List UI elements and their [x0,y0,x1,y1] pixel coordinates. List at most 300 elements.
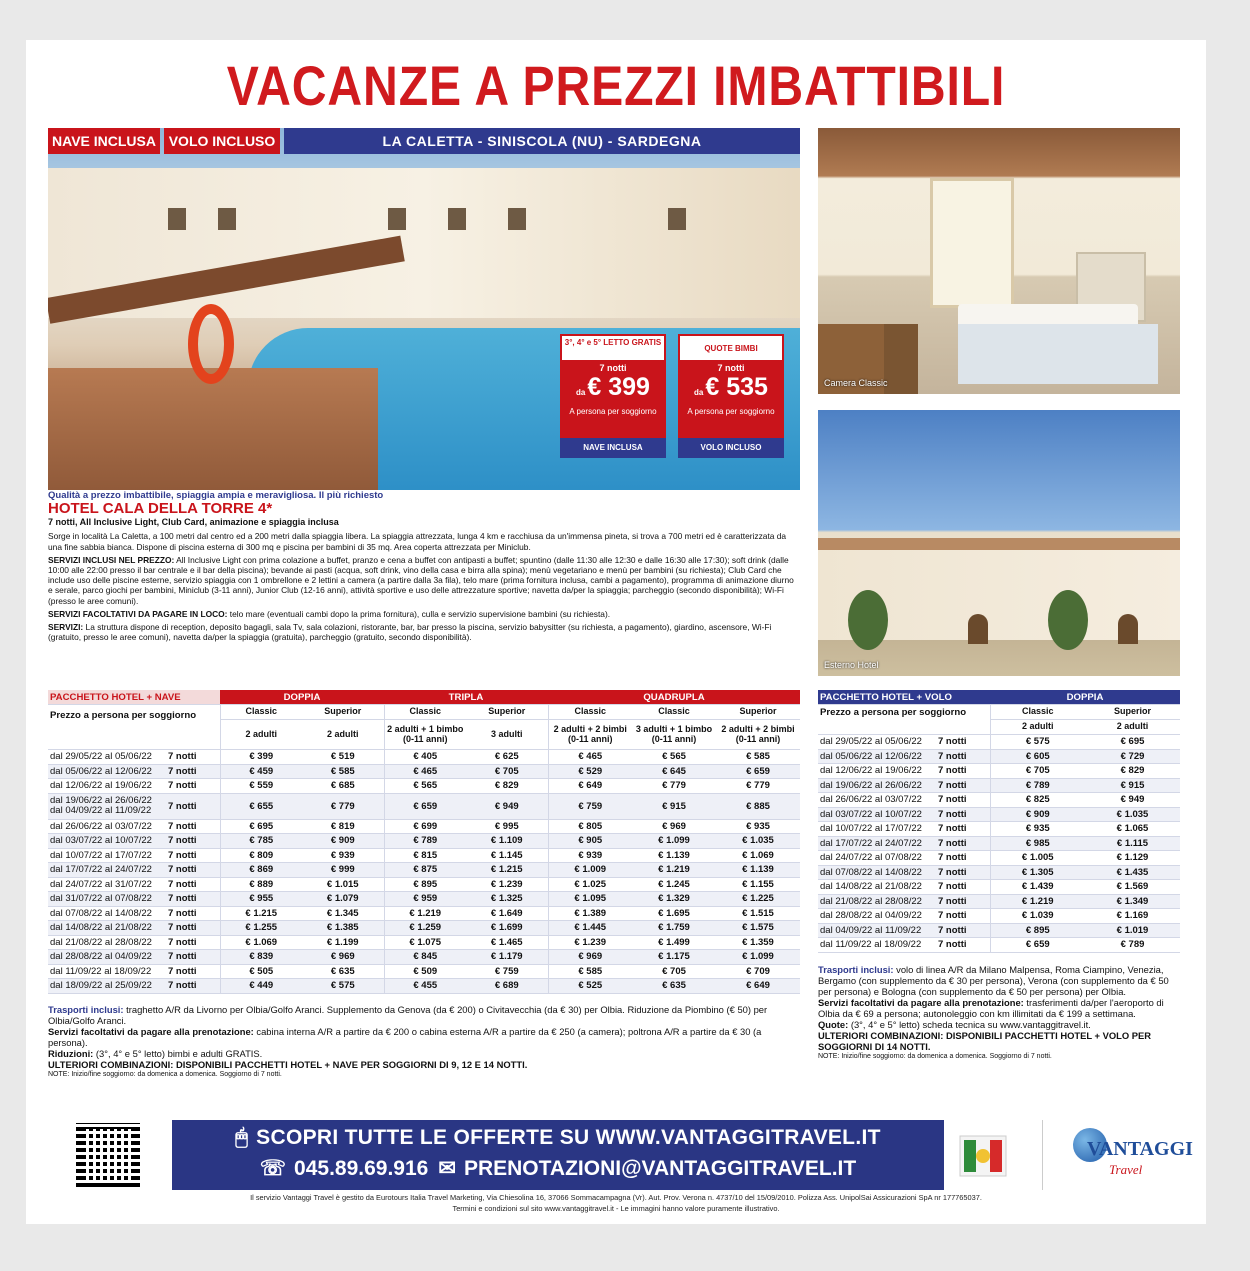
nights: 7 notti [166,921,220,936]
occupancy: 2 adulti + 2 bimbi (0-11 anni) [716,720,800,750]
logo-word: VANTAGGI [1087,1138,1193,1160]
price-cell: € 565 [632,750,716,765]
price-cell: € 709 [716,964,800,979]
price-cell: € 729 [1085,749,1180,764]
price-cell: € 1.069 [716,848,800,863]
room-type: Classic [384,705,466,720]
price-cell: € 895 [384,877,466,892]
date-range: dal 29/05/22 al 05/06/22 [48,750,166,765]
price-cell: € 695 [1085,735,1180,750]
price-cell: € 779 [716,779,800,794]
arch [968,614,988,644]
price-cell: € 1.435 [1085,865,1180,880]
price-cell: € 509 [384,964,466,979]
room-type: Superior [716,705,800,720]
price-cell: € 1.175 [632,950,716,965]
price-cell: € 889 [220,877,302,892]
price-table-volo [818,690,1180,953]
note-label: Riduzioni: [48,1048,94,1059]
exterior-caption: Esterno Hotel [824,660,879,670]
price-cell: € 1.385 [302,921,384,936]
nights: 7 notti [936,865,990,880]
nights: 7 notti [166,892,220,907]
price-cell: € 1.019 [1085,923,1180,938]
price-cell: € 869 [220,863,302,878]
table-row [818,822,1180,837]
price-cell: € 1.075 [384,935,466,950]
pool-deck [48,368,378,490]
price-cell: € 1.129 [1085,851,1180,866]
price-cell: € 1.025 [548,877,632,892]
window [448,208,466,230]
date-range [48,793,166,819]
price-cell: € 455 [384,979,466,994]
price-cell: € 1.015 [302,877,384,892]
price-cell: € 969 [548,950,632,965]
nights: 7 notti [166,877,220,892]
price-cell: € 705 [466,764,548,779]
group-header: DOPPIA [220,690,384,705]
hotel-subtitle: 7 notti, All Inclusive Light, Club Card, animazione e spiaggia inclusa [48,517,339,528]
price-cell: € 1.255 [220,921,302,936]
price-cell: € 1.099 [632,834,716,849]
date-range: dal 07/08/22 al 14/08/22 [818,865,936,880]
note-label: Servizi facoltativi da pagare alla prenotazione: [48,1026,254,1037]
note-label: Servizi facoltativi da pagare alla prenotazione: [818,997,1024,1008]
nights: 7 notti [936,735,990,750]
price-cell: € 1.349 [1085,894,1180,909]
price-cell: € 1.345 [302,906,384,921]
hotel-intro: Sorge in località La Caletta, a 100 metri dal centro ed a 200 metri dalla spiaggia libera. La spiaggia attrezzata, lunga 4 km e racchiusa da un'immensa pineta, si trova a 700 metri ed è caratterizzata da una fine sabbia bianca. Dispone di piscina esterna di 300 mq e piscina per bambini di 35 mq. Area coperta attrezzata per Miniclub. [48,531,787,552]
price-cell: € 779 [302,793,384,819]
servizi-facoltativi-text: telo mare (eventuali cambi dopo la prima fornitura), culla e servizio supervisione bambini (su richiesta). [229,608,611,619]
table-row [818,749,1180,764]
price-cell: € 949 [1085,793,1180,808]
table-row [818,735,1180,750]
date-range: dal 05/06/22 al 12/06/22 [48,764,166,779]
price-cell: € 935 [716,819,800,834]
price-cell: € 885 [716,793,800,819]
table-label: PACCHETTO HOTEL + NAVE [48,690,220,705]
price-cell: € 1.145 [466,848,548,863]
nights: 7 notti [936,822,990,837]
nights: 7 notti [936,880,990,895]
price-cell: € 1.035 [1085,807,1180,822]
price-cell: € 525 [548,979,632,994]
table-row [48,906,800,921]
price-cell: € 1.359 [716,935,800,950]
flyer-page [26,40,1206,1224]
price-cell: € 1.325 [466,892,548,907]
price-cell: € 605 [990,749,1085,764]
table-row [48,877,800,892]
note-text: cabina interna A/R a partire da € 200 o cabina esterna A/R a partire da € 250 (a camera); poltrona A/R a partire da € 30 (a persona). [48,1026,762,1048]
note-facoltativi [818,997,1180,1019]
price-cell: € 399 [220,750,302,765]
occupancy: 2 adulti + 2 bimbi (0-11 anni) [548,720,632,750]
price-cell: € 1.139 [632,848,716,863]
date-range: dal 11/09/22 al 18/09/22 [818,938,936,953]
nights: 7 notti [936,851,990,866]
window [508,208,526,230]
website-text: SCOPRI TUTTE LE OFFERTE SU WWW.VANTAGGITRAVEL.IT [256,1126,881,1149]
price-cell: € 1.069 [220,935,302,950]
date-range: dal 07/08/22 al 14/08/22 [48,906,166,921]
group-header: DOPPIA [990,690,1180,705]
nights: 7 notti [936,909,990,924]
price-cell: € 1.239 [548,935,632,950]
nights: 7 notti [936,836,990,851]
table-row [818,938,1180,953]
table-row [818,894,1180,909]
room-type: Classic [220,705,302,720]
price-table-nave [48,690,800,994]
note-trasporti [48,1004,800,1026]
hero-photo-pool [48,128,800,490]
note-text: trasferimenti da/per l'aeroporto di Olbia da € 69 a persona; autonoleggio con km illimitati da € 199 a settimana. [818,997,1164,1019]
lifebuoy-icon [188,304,234,384]
nights: 7 notti [936,764,990,779]
table-row [818,865,1180,880]
table-row [48,935,800,950]
price-cell: € 659 [716,764,800,779]
price-note: A persona per soggiorno [687,407,775,416]
price-cell: € 789 [990,778,1085,793]
page-title: VACANZE A PREZZI IMBATTIBILI [226,54,1006,117]
price-cell: € 809 [220,848,302,863]
occupancy: 2 adulti [990,720,1085,735]
price-cell: € 839 [220,950,302,965]
date-range: dal 24/07/22 al 31/07/22 [48,877,166,892]
room-caption: Camera Classic [824,378,888,388]
price-cell: € 785 [220,834,302,849]
price-cell: € 1.699 [466,921,548,936]
servizi-text: La struttura dispone di reception, deposito bagagli, sala Tv, sala colazioni, ristorante, bar, bar presso la piscina, servizio babysitter (su richiesta, a pagamento), giardino, ascensore, Wi-Fi (gratuito, presso le aree comuni), navetta da/per la spiaggia (gratuita), parcheggio (gratuito, secondo disponibilità). [48,622,772,643]
price-cell: € 1.569 [1085,880,1180,895]
date-range: dal 17/07/22 al 24/07/22 [48,863,166,878]
servizi-inclusi-label: SERVIZI INCLUSI NEL PREZZO: [48,554,175,565]
table-row [48,863,800,878]
price-cell: € 915 [632,793,716,819]
price-cell: € 465 [548,750,632,765]
price-cell: € 969 [632,819,716,834]
note-ulteriori: ULTERIORI COMBINAZIONI: DISPONIBILI PACCHETTI HOTEL + NAVE PER SOGGIORNI DI 9, 12 E 14 NOTTI. [48,1059,528,1070]
price-cell: € 759 [548,793,632,819]
price-cell: € 1.009 [548,863,632,878]
nights: 7 notti [166,750,220,765]
hotel-kicker: Qualità a prezzo imbattibile, spiaggia ampia e meravigliosa. Il più richiesto [48,490,384,501]
note-label: Trasporti inclusi: [48,1004,124,1015]
table-row [818,764,1180,779]
window [168,208,186,230]
window [218,208,236,230]
date-range: dal 24/07/22 al 07/08/22 [818,851,936,866]
price-cell: € 1.259 [384,921,466,936]
table-row [48,834,800,849]
nights: 7 notti [166,906,220,921]
price-cell: € 1.065 [1085,822,1180,837]
occupancy: 3 adulti + 1 bimbo (0-11 anni) [632,720,716,750]
nights: 7 notti [166,834,220,849]
legal-notice [26,1192,1206,1214]
contact-banner [172,1120,944,1190]
price-cell: € 1.389 [548,906,632,921]
price-cell: € 625 [466,750,548,765]
price-cell: € 815 [384,848,466,863]
tree [1048,590,1088,650]
price-box-nave [560,334,666,438]
date-range: dal 05/06/22 al 12/06/22 [818,749,936,764]
price-cell: € 635 [632,979,716,994]
price-cell: € 575 [990,735,1085,750]
price-cell: € 1.169 [1085,909,1180,924]
note-small: NOTE: Inizio/fine soggiorno: da domenica a domenica. Soggiorno di 7 notti. [48,1071,282,1078]
logo-travel: Travel [1109,1162,1143,1177]
website-line[interactable] [172,1126,944,1150]
date-range: dal 03/07/22 al 10/07/22 [818,807,936,822]
price-cell: € 939 [302,848,384,863]
room-type: Classic [632,705,716,720]
table-row [48,750,800,765]
occupancy: 2 adulti + 1 bimbo (0-11 anni) [384,720,466,750]
hotel-name: HOTEL CALA DELLA TORRE 4* [48,500,273,518]
room-type: Classic [990,705,1085,720]
price-cell: € 695 [220,819,302,834]
price-cell: € 465 [384,764,466,779]
price-cell: € 635 [302,964,384,979]
price-cell: € 519 [302,750,384,765]
price-cell: € 699 [384,819,466,834]
price-cell: € 915 [1085,778,1180,793]
occupancy: 2 adulti [220,720,302,750]
price-cell: € 565 [384,779,466,794]
chair [884,324,918,394]
price-cell: € 875 [384,863,466,878]
price-prefix: da [694,388,704,397]
table-row [48,950,800,965]
table-row [818,909,1180,924]
note-text: volo di linea A/R da Milano Malpensa, Roma Ciampino, Venezia, Bergamo (con supplemento da € 30 per persona), Verona (con supplemento da € 50 per persona) e Bologna (con supplemento da € 50 per persona) per Olbia. [818,964,1169,997]
date-range: dal 26/06/22 al 03/07/22 [818,793,936,808]
occupancy: 2 adulti [1085,720,1180,735]
note-riduzioni [48,1048,800,1059]
price-cell: € 1.219 [990,894,1085,909]
email-address[interactable]: PRENOTAZIONI@VANTAGGITRAVEL.IT [463,1157,857,1180]
price-cell: € 1.005 [990,851,1085,866]
nights: 7 notti [166,779,220,794]
window [930,178,1014,308]
price-cell: € 649 [716,979,800,994]
note-text: traghetto A/R da Livorno per Olbia/Golfo Aranci. Supplemento da Genova (da € 200) o Civitavecchia (da € 30) per Olbia. Riduzione da Piombino (€ 50) per Olbia/Golfo Aranci. [48,1004,768,1026]
price-cell: € 939 [548,848,632,863]
price-prefix: da [576,388,586,397]
legal-line-1: Il servizio Vantaggi Travel è gestito da Eurotours Italia Travel Marketing, Via Chiesolina 16, 37066 Sommacampagna (Vr). Aut. Prov. Verona n. 4737/10 del 15/09/2010. Polizza Ass. UnipolSai Assicurazioni SpA nr 177765037. [250,1193,982,1202]
footer [48,1120,1193,1190]
table-row [48,848,800,863]
price-cell: € 1.099 [716,950,800,965]
note-small: NOTE: Inizio/fine soggiorno: da domenica a domenica. Soggiorno di 7 notti. [818,1053,1052,1060]
price-cell: € 1.095 [548,892,632,907]
price-cell: € 1.439 [990,880,1085,895]
volo-table-body [818,735,1180,953]
date-range: dal 10/07/22 al 17/07/22 [48,848,166,863]
price-cell: € 659 [990,938,1085,953]
servizi-inclusi-text: All Inclusive Light con prima colazione a buffet, pranzo e cena a buffet con antipasti a buffet; spuntino (dalle 11:30 alle 12:30 e dalle 16:30 alle 17:30); soft drink (dalle 10:00 alle 22:00 presso il bar centrale e il bar della piscina); bevande ai pasti (acqua, soft drink, vino della casa e birra alla spina); menù vegetariano e menù per bambini (su richiesta); Club Card che include uso delle piscine esterne, servizio spiaggia con 1 ombrellone e 2 lettini a camera (a partire dalla 3a fila), telo mare (prima fornitura inclusa, cambi a pagamento), programma di animazione diurno e serale, parco giochi per bambini, Miniclub (3-11 anni), Junior Club (12-16 anni), attività sportive e uso delle attrezzature sportive; navetta da/per la spiaggia; parcheggio (secondo disponibilità); Wi-Fi (presso le aree comuni). [48,554,794,606]
date-range: dal 31/07/22 al 07/08/22 [48,892,166,907]
note-text: (3°, 4° e 5° letto) scheda tecnica su www.vantaggitravel.it. [850,1019,1091,1030]
date-range-line: dal 04/09/22 al 11/09/22 [50,805,152,816]
price-cell: € 789 [1085,938,1180,953]
price-cell: € 659 [384,793,466,819]
price-cell: € 1.199 [302,935,384,950]
price-cell: € 985 [990,836,1085,851]
table-row [48,819,800,834]
room-type: Superior [466,705,548,720]
nave-table-body [48,750,800,994]
price-cell: € 1.245 [632,877,716,892]
note-ulteriori: ULTERIORI COMBINAZIONI: DISPONIBILI PACCHETTI HOTEL + VOLO PER SOGGIORNI DI 14 NOTTI. [818,1030,1152,1052]
bed-cover [958,324,1158,384]
price-box-nights: 7 notti [599,363,627,373]
nights: 7 notti [936,923,990,938]
price-cell: € 1.465 [466,935,548,950]
price-cell: € 529 [548,764,632,779]
price-cell: € 405 [384,750,466,765]
group-header: QUADRUPLA [548,690,800,705]
date-range: dal 29/05/22 al 05/06/22 [818,735,936,750]
servizi-inclusi [48,555,800,606]
price-note: A persona per soggiorno [569,407,657,416]
price-cell: € 909 [302,834,384,849]
nights: 7 notti [166,979,220,994]
nights: 7 notti [166,935,220,950]
qr-pattern [76,1123,140,1187]
price-box-badge: QUOTE BIMBI [680,336,782,360]
price-cell: € 1.215 [220,906,302,921]
price-cell: € 685 [302,779,384,794]
nights: 7 notti [166,819,220,834]
price-cell: € 1.515 [716,906,800,921]
nights: 7 notti [166,964,220,979]
price-cell: € 935 [990,822,1085,837]
price-cell: € 505 [220,964,302,979]
servizi-facoltativi [48,609,800,619]
table-row [48,793,800,819]
date-range: dal 18/09/22 al 25/09/22 [48,979,166,994]
price-cell: € 1.139 [716,863,800,878]
date-range: dal 21/08/22 al 28/08/22 [818,894,936,909]
mail-icon: ✉ [438,1157,456,1180]
price-cell: € 1.079 [302,892,384,907]
price-cell: € 1.575 [716,921,800,936]
date-range: dal 03/07/22 al 10/07/22 [48,834,166,849]
room-type: Superior [302,705,384,720]
nights: 7 notti [166,950,220,965]
price-cell: € 1.115 [1085,836,1180,851]
per-persona-label: Prezzo a persona per soggiorno [818,705,990,735]
price-cell: € 1.219 [384,906,466,921]
tag-volo-incluso: VOLO INCLUSO [164,128,280,154]
price-cell: € 1.155 [716,877,800,892]
price-cell: € 895 [990,923,1085,938]
notes-nave [48,1004,800,1080]
price-cell: € 819 [302,819,384,834]
price-cell: € 689 [466,979,548,994]
price-box-footer: NAVE INCLUSA [560,438,666,458]
table-label: PACCHETTO HOTEL + VOLO [818,690,990,705]
group-header: TRIPLA [384,690,548,705]
nights: 7 notti [166,793,220,819]
note-facoltativi [48,1026,800,1048]
price-cell: € 789 [384,834,466,849]
table-row [48,921,800,936]
date-range: dal 04/09/22 al 11/09/22 [818,923,936,938]
price-cell: € 705 [632,964,716,979]
price-cell: € 585 [548,964,632,979]
table-row [818,778,1180,793]
date-range: dal 12/06/22 al 19/06/22 [818,764,936,779]
nights: 7 notti [936,749,990,764]
hotel-description [48,490,800,694]
price-cell: € 955 [220,892,302,907]
qr-code-icon[interactable] [58,1122,158,1188]
price-box-volo [678,334,784,438]
table-row [48,779,800,794]
table-row [818,880,1180,895]
price-cell: € 585 [716,750,800,765]
table-row [818,836,1180,851]
phone-icon: ☏ [259,1157,287,1180]
price-cell: € 1.039 [990,909,1085,924]
room-type: Classic [548,705,632,720]
italy-flag-icon [954,1126,1012,1184]
date-range: dal 21/08/22 al 28/08/22 [48,935,166,950]
price-cell: € 645 [632,764,716,779]
room-type: Superior [1085,705,1180,720]
date-range-line: dal 19/06/22 al 26/06/22 [50,795,152,806]
nights: 7 notti [936,793,990,808]
window [388,208,406,230]
price-cell: € 1.445 [548,921,632,936]
table-row [48,764,800,779]
occupancy: 2 adulti [302,720,384,750]
phone-number[interactable]: 045.89.69.916 [294,1157,429,1180]
table-row [818,851,1180,866]
date-range: dal 26/06/22 al 03/07/22 [48,819,166,834]
nights: 7 notti [166,848,220,863]
occupancy: 3 adulti [466,720,548,750]
servizi-facoltativi-label: SERVIZI FACOLTATIVI DA PAGARE IN LOCO: [48,608,228,619]
price-cell: € 995 [466,819,548,834]
date-range: dal 19/06/22 al 26/06/22 [818,778,936,793]
price-cell: € 949 [466,793,548,819]
price-cell: € 1.329 [632,892,716,907]
price-cell: € 969 [302,950,384,965]
price-cell: € 1.239 [466,877,548,892]
price-cell: € 705 [990,764,1085,779]
date-range: dal 10/07/22 al 17/07/22 [818,822,936,837]
nights: 7 notti [936,778,990,793]
price-cell: € 575 [302,979,384,994]
price-cell: € 759 [466,964,548,979]
price-cell: € 1.695 [632,906,716,921]
mouse-icon: 🖱 [235,1126,249,1149]
nights: 7 notti [166,863,220,878]
nights: 7 notti [936,807,990,822]
price-cell: € 1.225 [716,892,800,907]
table-row [818,807,1180,822]
table-row [48,892,800,907]
